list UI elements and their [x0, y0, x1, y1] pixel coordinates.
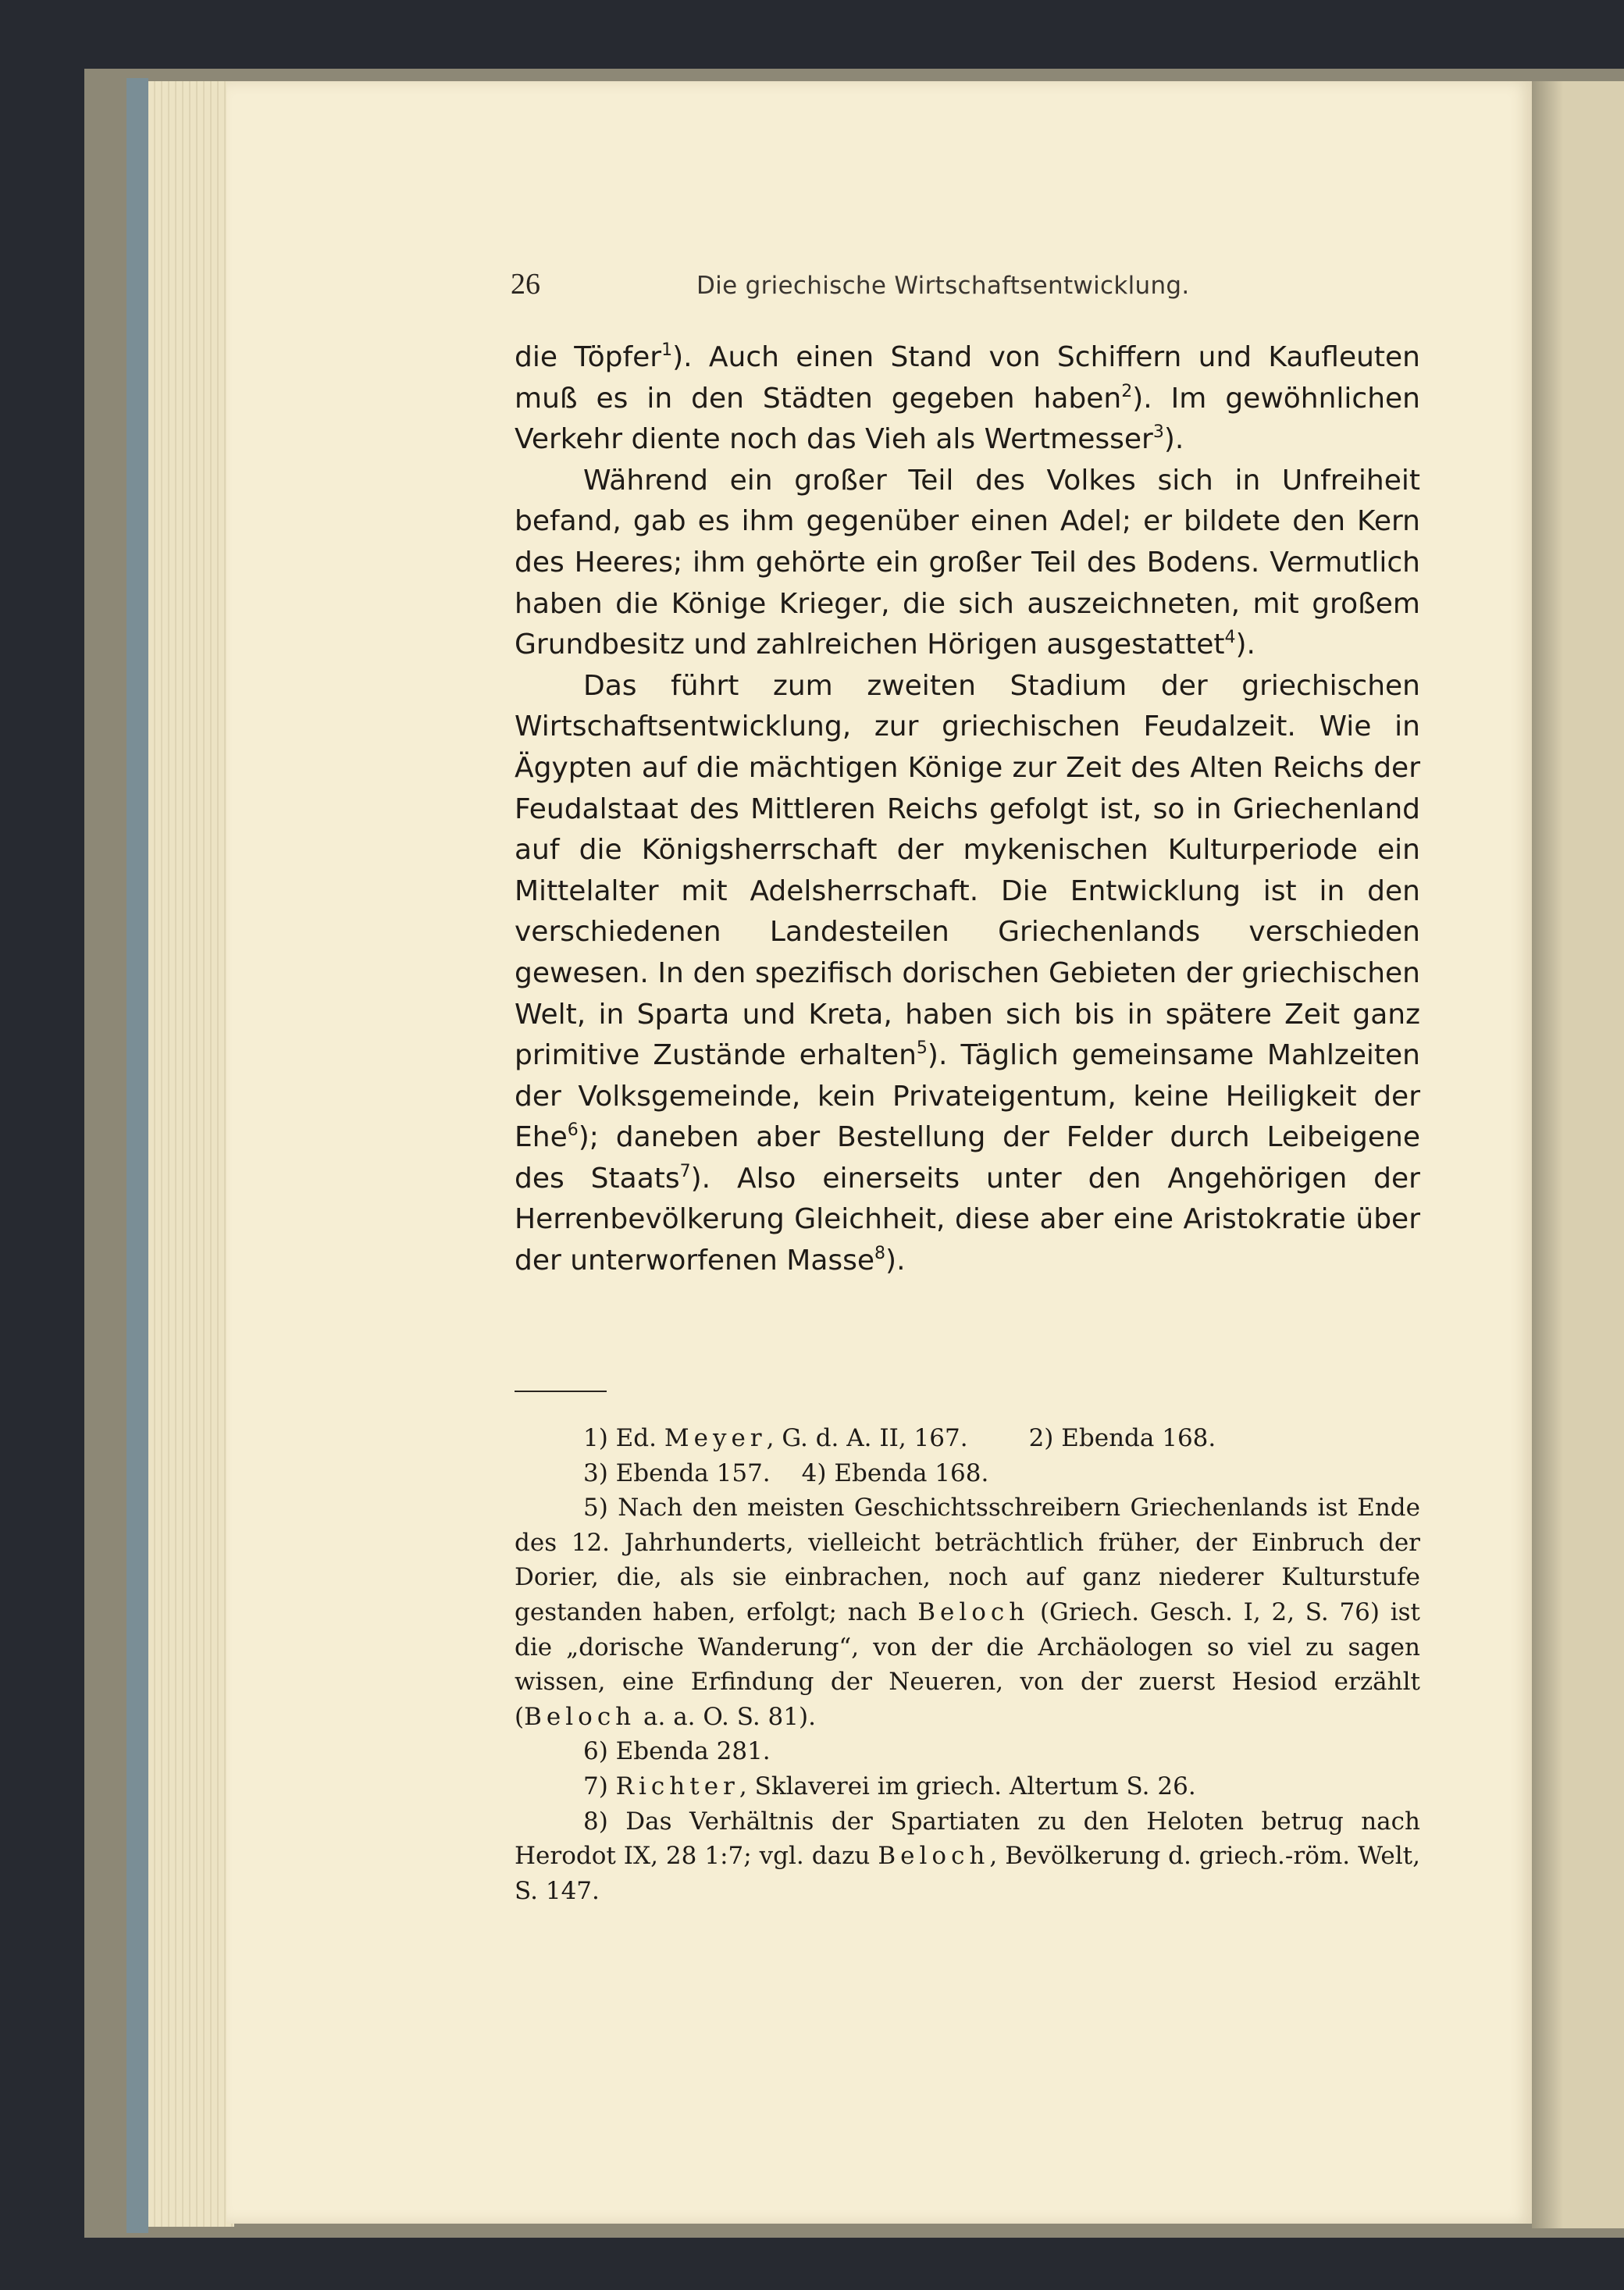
footnote-row [515, 1456, 1420, 1491]
footnote-ref: 2 [1121, 381, 1133, 401]
paragraph-1: die Töpfer$^1$). Auch einen Stand von Schiffern und Kaufleuten muß es in den Städten gegeben haben$^2$). Im gewöhnlichen Verkehr diente noch das Vieh als Wertmesser$^3$). [515, 340, 1420, 456]
footnote-8: 8) Das Verhältnis der Spartiaten zu den Heloten betrug nach Herodot IX, 28 1:7; vgl. dazu Beloch, Bevölkerung d. griech.-röm. Welt, S. 147. [515, 1807, 1420, 1905]
footnote-2: 2) Ebenda 168. [1028, 1424, 1216, 1452]
page-header [286, 192, 1309, 239]
footnotes [515, 1421, 1420, 1908]
footnote-4: 4) Ebenda 168. [801, 1458, 989, 1487]
paragraph-3: Das führt zum zweiten Stadium der griechischen Wirtschaftsentwicklung, zur griechischen Feudalzeit. Wie in Ägypten auf die mächtigen Könige zur Zeit des Alten Reichs der Feudalstaat des Mittleren Reichs gefolgt ist, so in Griechenland auf die Königsherrschaft der mykenischen Kulturperiode ein Mittelalter mit Adelsherrschaft. Die Entwicklung ist in den verschiedenen Landesteilen Griechenlands verschieden gewesen. In den spezifisch dorischen Gebieten der griechischen Welt, in Sparta und Kreta, haben sich bis in spätere Zeit ganz primitive Zustände erhalten$^5$). Täglich gemeinsame Mahlzeiten der Volksgemeinde, kein Privateigentum, keine Heiligkeit der Ehe$^6$); daneben aber Bestellung der Felder durch Leibeigene des Staats$^7$). Also einerseits unter den Angehörigen der Herrenbevölkerung Gleichheit, diese aber eine Aristokratie über der unterworfenen Masse$^8$). [515, 669, 1420, 1277]
main-text [515, 337, 1420, 1282]
book-spine-edge [126, 78, 148, 2233]
footnote-6: 6) Ebenda 281. [583, 1737, 771, 1766]
footnote-1: 1) Ed. Meyer, G. d. A. II, 167. [583, 1424, 968, 1452]
running-head: Die griechische Wirtschaftsentwicklung. [696, 272, 1190, 300]
footnote-separator [515, 1391, 607, 1392]
footnote-ref: 7 [679, 1161, 691, 1181]
footnote-ref: 6 [567, 1120, 579, 1141]
footnote-row [515, 1421, 1420, 1456]
footnote-ref: 3 [1152, 422, 1164, 443]
footnote-ref: 5 [916, 1038, 928, 1059]
page-gutter-shadow [1532, 81, 1563, 2228]
footnote-ref: 4 [1224, 628, 1236, 648]
footnote-ref: 1 [661, 340, 673, 360]
footnote-5: 5) Nach den meisten Geschichtsschreibern Griechenlands ist Ende des 12. Jahrhunderts, vielleicht beträchtlich früher, der Einbruch der Dorier, die, als sie einbrachen, noch auf ganz niederer Kulturstufe gestanden haben, erfolgt; nach Beloch (Griech. Gesch. I, 2, S. 76) ist die „dorische Wanderung“, von der die Archäologen so viel zu sagen wissen, eine Erfindung der Neueren, von der zuerst Hesiod erzählt (Beloch a. a. O. S. 81). [515, 1494, 1420, 1731]
paragraph-2: Während ein großer Teil des Volkes sich in Unfreiheit befand, gab es ihm gegenüber einen Adel; er bildete den Kern des Heeres; ihm gehörte ein großer Teil des Bodens. Vermutlich haben die Könige Krieger, die sich auszeichneten, mit großem Grundbesitz und zahlreichen Hörigen ausgestattet$^4$). [515, 464, 1420, 661]
page-number: 26 [511, 268, 540, 301]
footnote-ref: 8 [874, 1244, 886, 1264]
footnote-7: 7) Richter, Sklaverei im griech. Altertum S. 26. [583, 1772, 1196, 1800]
page-edges [148, 81, 234, 2227]
footnote-3: 3) Ebenda 157. [583, 1458, 771, 1487]
